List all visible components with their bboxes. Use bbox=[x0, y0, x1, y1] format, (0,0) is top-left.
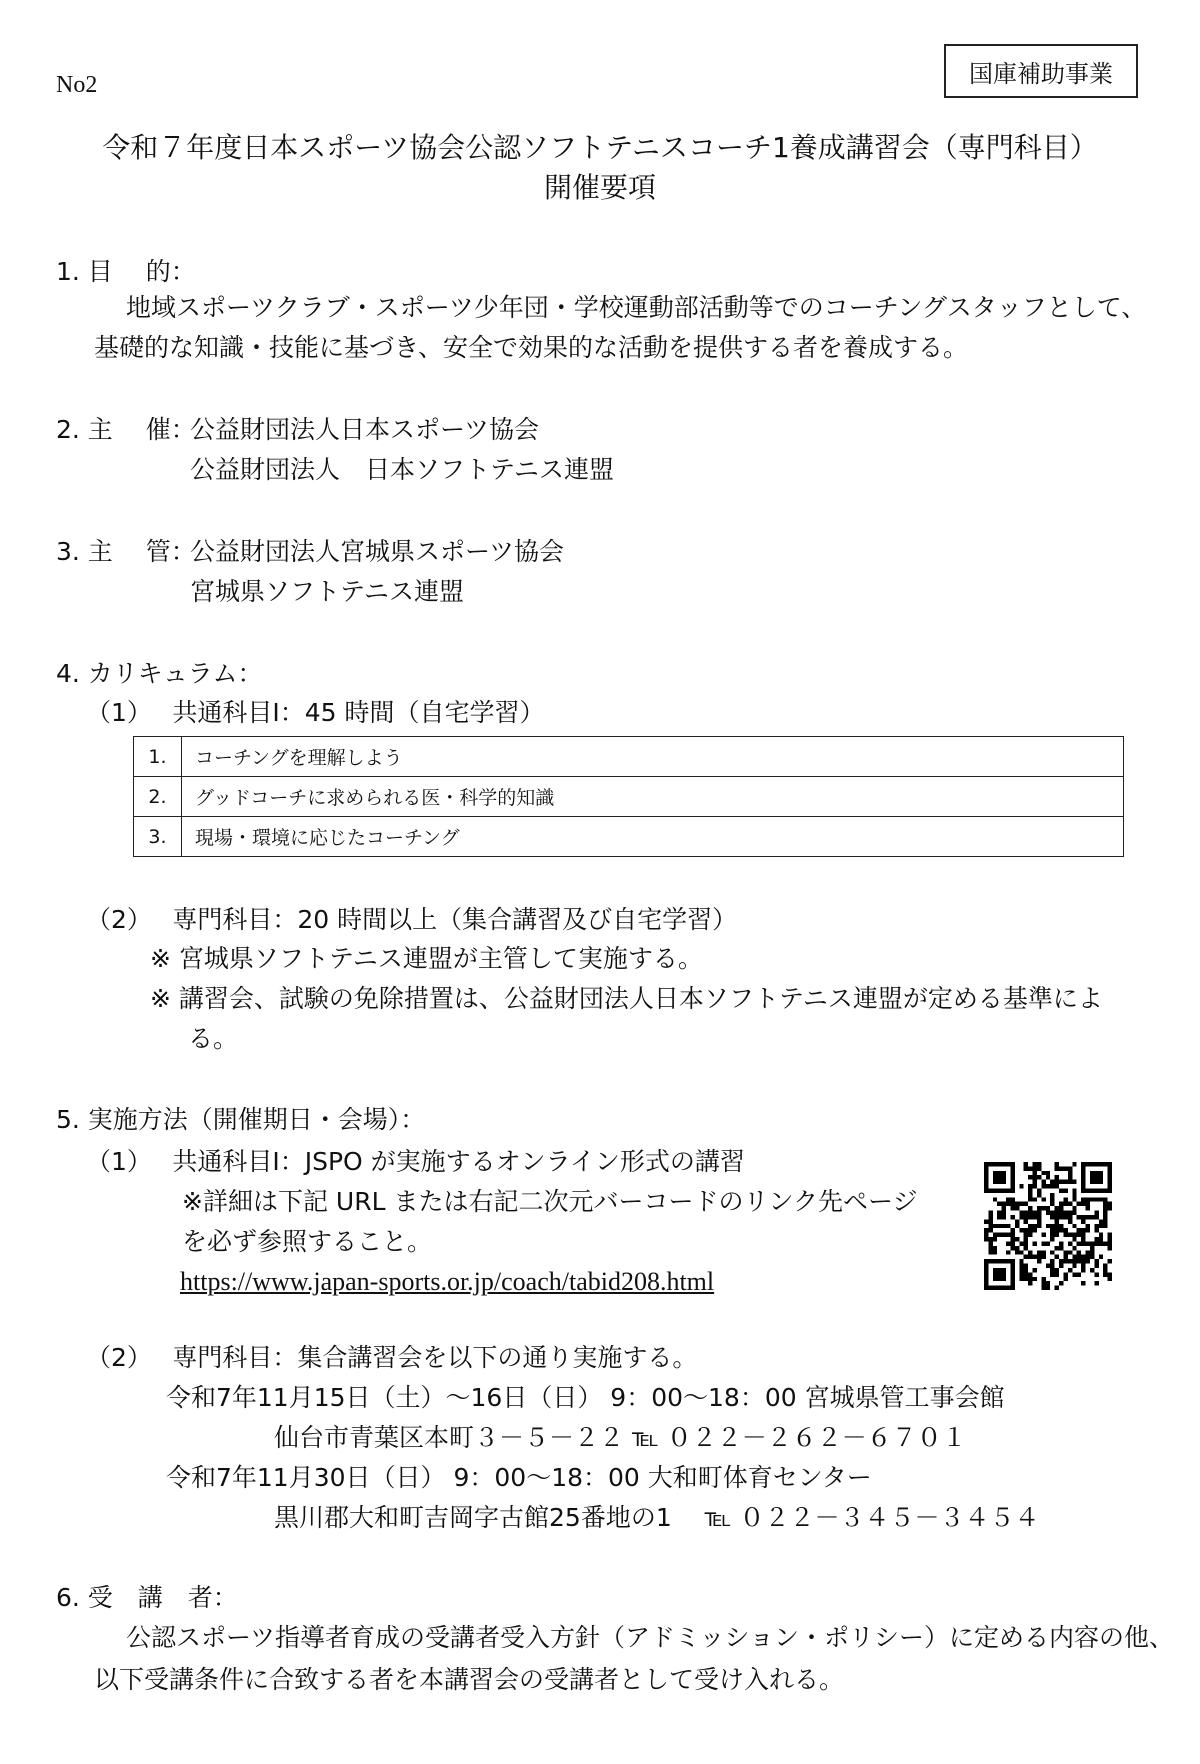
venue-address: 黒川郡大和町吉岡字古館25番地の1 ℡ ０２２－３４５－３４５４ bbox=[274, 1503, 1040, 1532]
session-date: 令和7年11月30日（日） 9：00～18：00 大和町体育センター bbox=[166, 1463, 872, 1492]
table-cell-text: コーチングを理解しよう bbox=[182, 737, 1124, 777]
venue-address: 仙台市青葉区本町３－５－２２ ℡ ０２２－２６２－６７０１ bbox=[274, 1423, 967, 1452]
section-3-heading: 3. 主 管： bbox=[56, 537, 196, 566]
section-6-text: 公認スポーツ指導者育成の受講者受入方針（アドミッション・ポリシー）に定める内容の他、 bbox=[126, 1623, 1175, 1652]
method-detail: ※詳細は下記 URL または右記二次元バーコードのリンク先ページ bbox=[182, 1187, 918, 1216]
note-text: る。 bbox=[188, 1024, 239, 1053]
section-1-text: 基礎的な知識・技能に基づき、安全で効果的な活動を提供する者を養成する。 bbox=[94, 333, 969, 362]
subsidy-badge: 国庫補助事業 bbox=[944, 44, 1138, 98]
method-item: （1） 共通科目Ⅰ：JSPO が実施するオンライン形式の講習 bbox=[86, 1147, 745, 1176]
section-1-text: 地域スポーツクラブ・スポーツ少年団・学校運動部活動等でのコーチングスタッフとして、 bbox=[126, 293, 1147, 322]
table-cell-number: 3. bbox=[134, 817, 182, 857]
table-cell-number: 2. bbox=[134, 777, 182, 817]
section-1-heading: 1. 目 的： bbox=[56, 257, 196, 286]
organizer-name: 公益財団法人日本スポーツ協会 bbox=[190, 415, 540, 444]
table-row bbox=[134, 817, 1124, 857]
qr-code-icon bbox=[984, 1162, 1112, 1290]
coach-info-link[interactable]: https://www.japan-sports.or.jp/coach/tabid208.html bbox=[180, 1267, 715, 1296]
table-cell-text: 現場・環境に応じたコーチング bbox=[182, 817, 1124, 857]
section-6-text: 以下受講条件に合致する者を本講習会の受講者として受け入れる。 bbox=[94, 1665, 845, 1694]
curriculum-table bbox=[133, 736, 1124, 857]
table-cell-text: グッドコーチに求められる医・科学的知識 bbox=[182, 777, 1124, 817]
section-2-heading: 2. 主 催： bbox=[56, 415, 196, 444]
section-5-heading: 5. 実施方法（開催期日・会場）： bbox=[56, 1105, 426, 1134]
manager-name: 宮城県ソフトテニス連盟 bbox=[190, 577, 465, 606]
note-text: ※ 講習会、試験の免除措置は、公益財団法人日本ソフトテニス連盟が定める基準によ bbox=[150, 984, 1103, 1013]
table-cell-number: 1. bbox=[134, 737, 182, 777]
document-title: 令和７年度日本スポーツ協会公認ソフトテニスコーチ1養成講習会（専門科目） bbox=[102, 131, 1098, 164]
section-4-heading: 4. カリキュラム： bbox=[56, 659, 263, 688]
session-date: 令和7年11月15日（土）～16日（日） 9：00～18：00 宮城県管工事会館 bbox=[166, 1383, 1005, 1412]
table-row bbox=[134, 737, 1124, 777]
curriculum-item: （2） 専門科目：20 時間以上（集合講習及び自宅学習） bbox=[86, 905, 738, 934]
document-number: No2 bbox=[56, 72, 98, 98]
method-detail: を必ず参照すること。 bbox=[182, 1227, 433, 1256]
document-subtitle: 開催要項 bbox=[543, 171, 656, 204]
organizer-name: 公益財団法人 日本ソフトテニス連盟 bbox=[190, 455, 615, 484]
section-6-heading: 6. 受 講 者： bbox=[56, 1583, 238, 1612]
table-row bbox=[134, 777, 1124, 817]
curriculum-item: （1） 共通科目Ⅰ：45 時間（自宅学習） bbox=[86, 698, 545, 727]
note-text: ※ 宮城県ソフトテニス連盟が主管して実施する。 bbox=[150, 944, 703, 973]
method-item: （2） 専門科目：集合講習会を以下の通り実施する。 bbox=[86, 1343, 698, 1372]
manager-name: 公益財団法人宮城県スポーツ協会 bbox=[190, 537, 565, 566]
